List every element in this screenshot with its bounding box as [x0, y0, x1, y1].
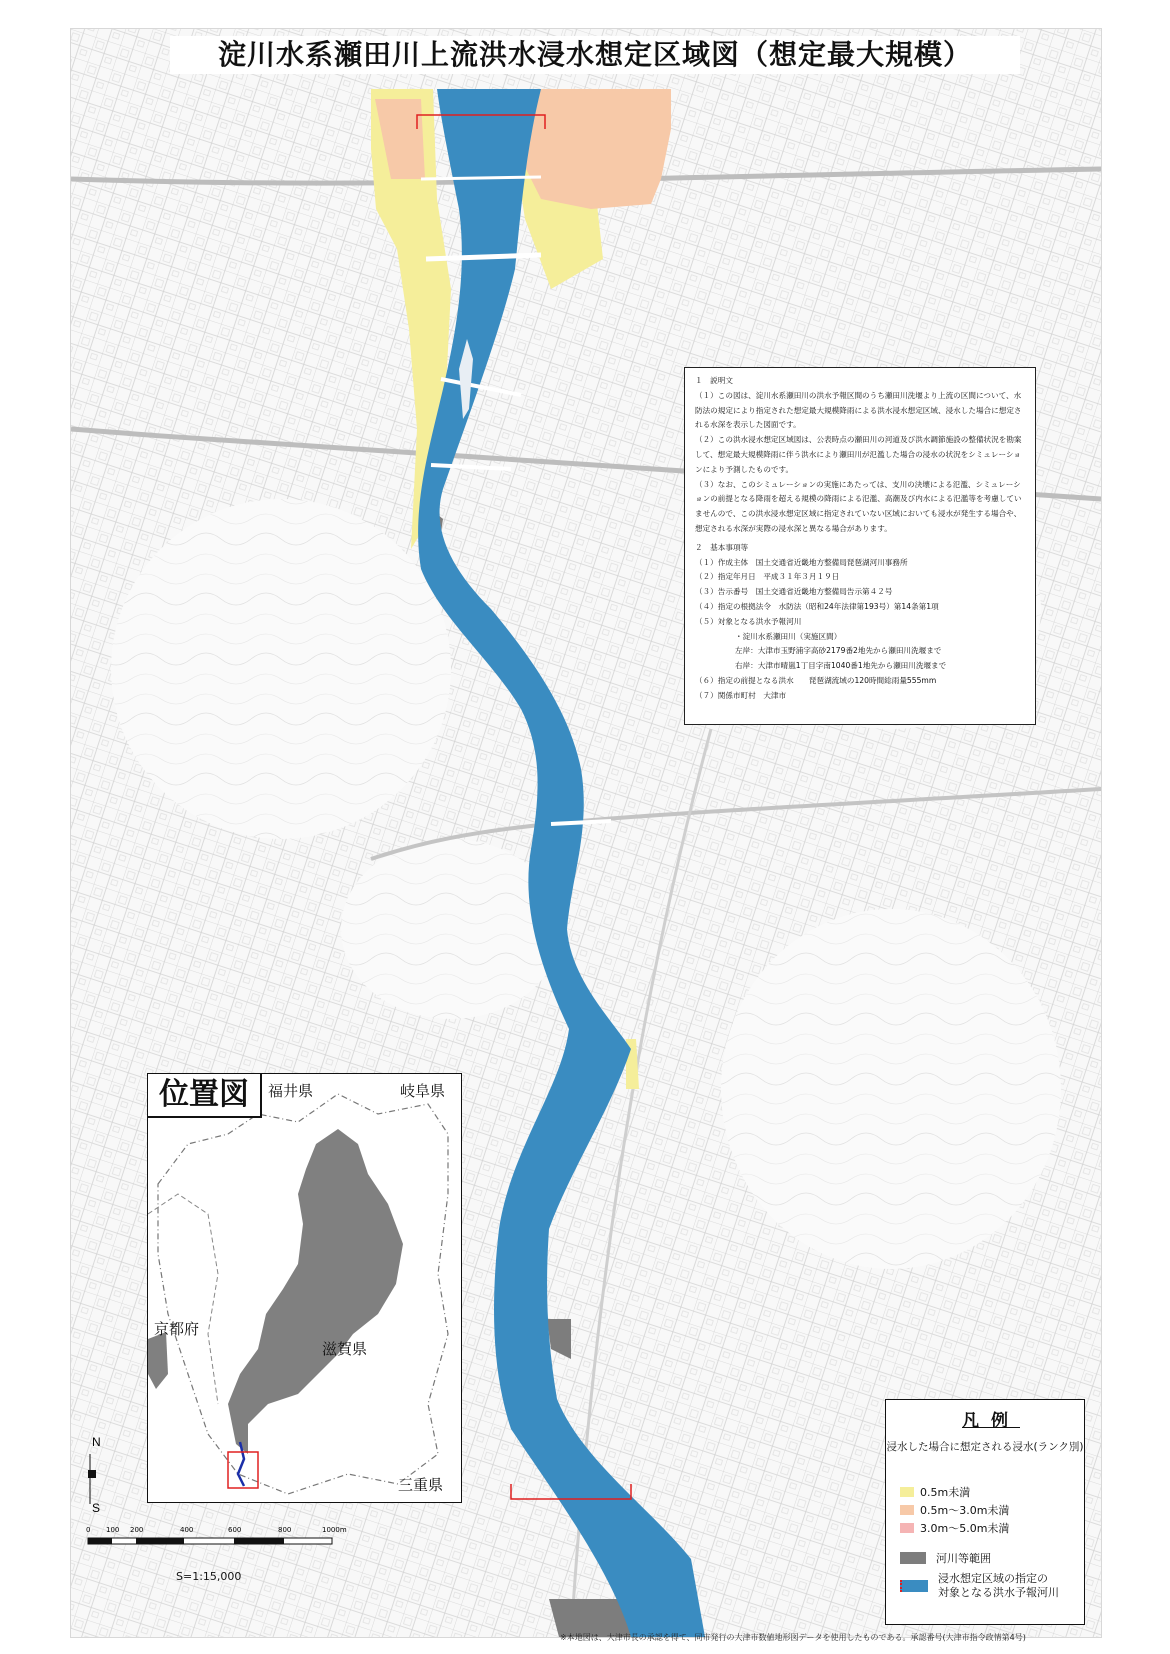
hill-area — [341, 839, 561, 1019]
legend-item — [900, 1484, 970, 1500]
basic-info-item: （１）作成主体 国土交通省近畿地方整備局琵琶湖河川事務所 — [695, 557, 908, 567]
description-panel — [684, 367, 1036, 725]
label-kyoto: 京都府 — [154, 1320, 200, 1338]
inset-title: 位置図 — [148, 1074, 262, 1118]
river-name: ・淀川水系瀬田川（実施区間） — [735, 631, 842, 641]
legend-item — [900, 1550, 991, 1566]
basic-info-item: （５）対象となる洪水予報河川 — [695, 616, 802, 626]
scale-bar — [86, 1520, 356, 1560]
basic-info-heading: ２ 基本事項等 — [695, 542, 749, 552]
south-label: S — [92, 1501, 101, 1514]
location-inset-map — [148, 1074, 461, 1502]
basic-info-item: （６）指定の前提となる洪水 琵琶湖流域の120時間総雨量555mm — [695, 675, 937, 685]
legend-label: 河川等範囲 — [936, 1552, 991, 1565]
label-shiga: 滋賀県 — [322, 1340, 368, 1358]
basic-info-item: （２）指定年月日 平成３１年３月１９日 — [695, 572, 840, 582]
legend — [885, 1399, 1085, 1625]
label-fukui: 福井県 — [268, 1082, 314, 1100]
swatch-deep — [900, 1523, 914, 1533]
scale-tick: 200 — [130, 1526, 144, 1534]
legend-item — [900, 1520, 1009, 1536]
basic-info-list — [695, 556, 1025, 704]
bridge — [421, 177, 541, 179]
legend-subtitle: 浸水した場合に想定される浸水(ランク別) — [886, 1441, 1084, 1453]
basic-info-item: （７）関係市町村 大津市 — [695, 690, 787, 700]
legend-label: 3.0m～5.0m未満 — [920, 1522, 1010, 1535]
map-title: 淀川水系瀬田川上流洪水浸水想定区域図（想定最大規模） — [170, 36, 1020, 74]
hill-area — [721, 909, 1061, 1269]
legend-item — [900, 1572, 1059, 1600]
scale-tick: 0 — [86, 1526, 91, 1534]
lake-biwa — [228, 1129, 403, 1454]
lake-biwa-outlet — [148, 1332, 168, 1389]
scale-tick: 1000m — [322, 1526, 347, 1534]
north-label: N — [92, 1435, 101, 1449]
flood-zone-mid — [521, 89, 671, 209]
label-gifu: 岐阜県 — [400, 1082, 446, 1100]
scale-tick: 400 — [180, 1526, 194, 1534]
description-paragraph: （３）なお、このシミュレーションの実施にあたっては、支川の決壊による氾濫、シミュレーションの前提となる降雨を超える規模の降雨による氾濫、高潮及び内水による氾濫等を考慮していませんので、この洪水浸水想定区域に指定されていない区域においても浸水が発生する場合や、想定される水深が実際の浸水深と異なる場合があります。 — [695, 479, 1022, 533]
scale-tick: 100 — [106, 1526, 120, 1534]
description-paragraph: （１）この図は、淀川水系瀬田川の洪水予報区間のうち瀬田川洗堰より上流の区間について、水防法の規定により指定された想定最大規模降雨による洪水浸水想定区域、浸水した場合に想定される水深を表示した図面です。 — [695, 390, 1022, 430]
description-paragraph: （２）この洪水浸水想定区域図は、公表時点の瀬田川の河道及び洪水調節施設の整備状況を勘案して、想定最大規模降雨に伴う洪水により瀬田川が氾濫した場合の浸水の状況をシミュレーションにより予測したものです。 — [695, 435, 1022, 474]
basic-info-item: （４）指定の根拠法令 水防法（昭和24年法律第193号）第14条第1項 — [695, 601, 939, 611]
left-bank: 左岸：大津市玉野浦字高砂2179番2地先から瀬田川洗堰まで — [735, 646, 942, 656]
scale-text: S=1:15,000 — [176, 1570, 242, 1583]
legend-title: 凡例 — [962, 1411, 1020, 1431]
legend-item — [900, 1502, 1009, 1518]
scale-tick: 800 — [278, 1526, 292, 1534]
swatch-shallow — [900, 1487, 914, 1497]
swatch-river-area — [900, 1552, 926, 1564]
swatch-target-river — [900, 1580, 928, 1592]
footnote: ※本地図は、大津市長の承認を得て、同市発行の大津市数値地形図データを使用したものである。承認番号(大津市指令政情第4号) — [560, 1633, 1026, 1642]
label-mie: 三重県 — [398, 1476, 444, 1494]
north-arrow — [86, 1434, 110, 1514]
legend-label: 0.5m～3.0m未満 — [920, 1504, 1010, 1517]
scale-tick: 600 — [228, 1526, 242, 1534]
description-heading: １ 説明文 — [695, 376, 733, 385]
basic-info-item: （３）告示番号 国土交通省近畿地方整備局告示第４２号 — [695, 587, 893, 597]
hill-area — [111, 499, 451, 839]
legend-label: 0.5m未満 — [920, 1486, 971, 1499]
legend-label: 浸水想定区域の指定の 対象となる洪水予報河川 — [938, 1572, 1059, 1599]
swatch-mid — [900, 1505, 914, 1515]
right-bank: 右岸：大津市晴嵐1丁目字南1040番1地先から瀬田川洗堰まで — [735, 661, 947, 671]
location-inset — [147, 1073, 462, 1503]
